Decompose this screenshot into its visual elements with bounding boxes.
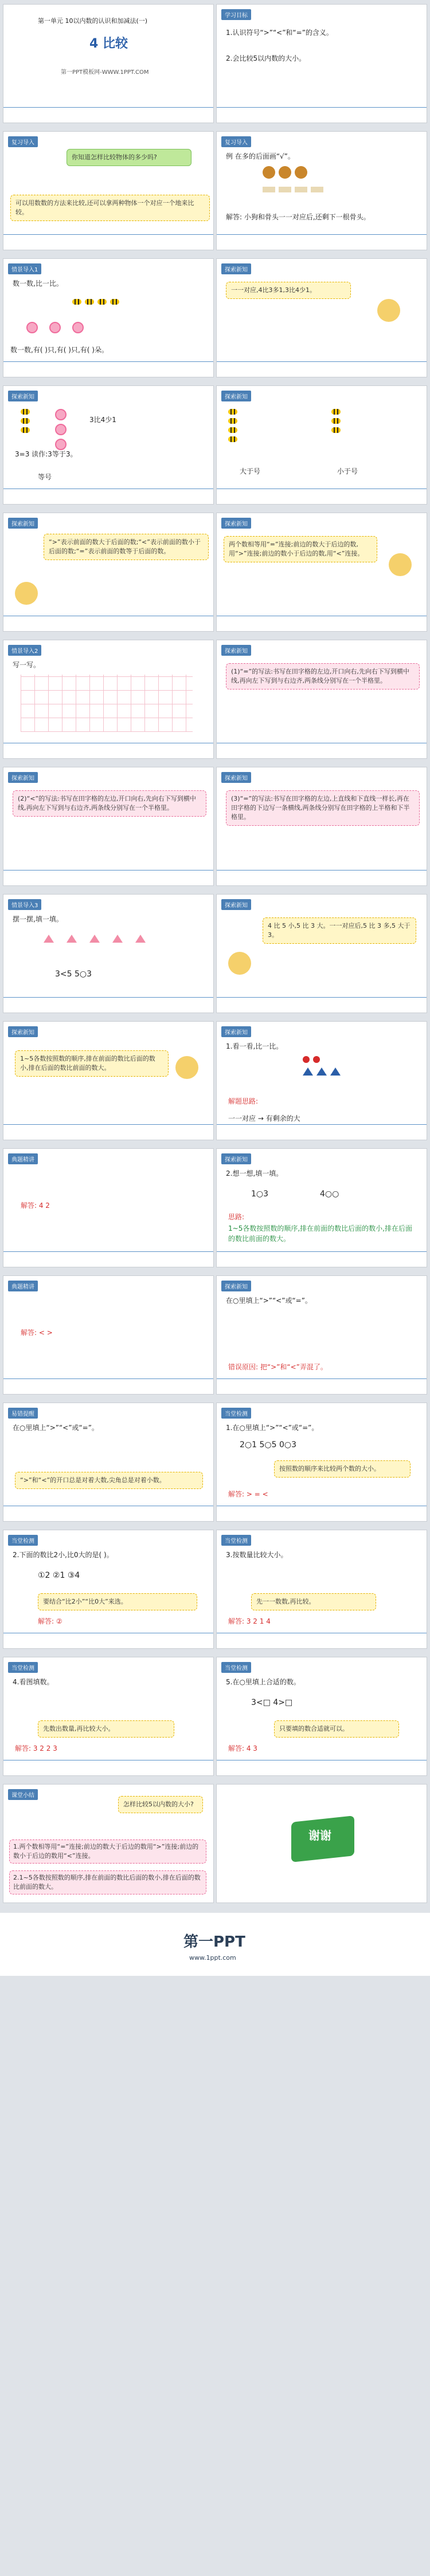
note-box: (1)“=”的写法:书写在田字格的左边,开口向右,先向右下写到横中线,再向左下写到与右边齐,两条线分别写在一个半格里。 bbox=[226, 663, 420, 690]
prompt: 数一数,比一比。 bbox=[13, 279, 63, 287]
slide-10[interactable] bbox=[217, 513, 427, 631]
question: 在○里填上“>”“<”或“=”。 bbox=[226, 1297, 312, 1305]
section-tag: 课堂小结 bbox=[8, 1789, 38, 1800]
summary-1: 1.两个数相等用“=”连接;前边的数大于后边的数用“>”连接;前边的数小于后边的数用“<”连接。 bbox=[9, 1840, 206, 1864]
slide-28[interactable] bbox=[217, 1657, 427, 1775]
exercise-row: 2○1 5○5 0○3 bbox=[240, 1440, 296, 1450]
note-box: 4 比 5 小,5 比 3 大。一一对应后,5 比 3 多,5 大于 3。 bbox=[263, 917, 416, 944]
section-tag: 情景导入2 bbox=[8, 645, 41, 656]
thanks-text: 谢谢 bbox=[308, 1829, 331, 1842]
section-tag: 探索新知 bbox=[221, 772, 251, 783]
question: 在○里填上“>”“<”或“=”。 bbox=[13, 1424, 99, 1432]
footer-area bbox=[0, 1913, 430, 1976]
section-tag: 情景导入3 bbox=[8, 899, 41, 910]
example: 例 在多的后面画“√”。 bbox=[226, 152, 295, 160]
note-box: “>”表示前面的数大于后面的数;“<”表示前面的数小于后面的数;“=”表示前面的数等于后面的数。 bbox=[44, 534, 209, 560]
dog-row bbox=[263, 166, 307, 179]
slide-1-title[interactable] bbox=[3, 5, 213, 123]
compare-a: 3比4少1 bbox=[89, 416, 116, 424]
section-tag: 探索新知 bbox=[8, 1026, 38, 1037]
question: 1.在○里填上“>”“<”或“=”。 bbox=[226, 1424, 319, 1432]
question: 4.看图填数。 bbox=[13, 1678, 54, 1686]
section-tag: 探索新知 bbox=[8, 772, 38, 783]
prompt: 摆一摆,填一填。 bbox=[13, 915, 63, 923]
teacher-icon bbox=[175, 1056, 198, 1079]
section-tag: 探索新知 bbox=[221, 263, 251, 274]
section-tag: 典题精讲 bbox=[8, 1281, 38, 1291]
answer: 解答: 4 2 bbox=[21, 1202, 50, 1210]
writing-grid bbox=[21, 675, 193, 732]
summary-2: 2.1~5各数按照数的顺序,排在前面的数比后面的数小,排在后面的数比前面的数大。 bbox=[9, 1870, 206, 1894]
section-tag: 探索新知 bbox=[221, 645, 251, 656]
note-box: (2)“<”的写法:书写在田字格的左边,开口向右,先向右下写到横中线,再向左下写到与右边齐,两条线分别写在一个半格里。 bbox=[13, 790, 206, 817]
slide-27[interactable] bbox=[3, 1657, 213, 1775]
section-tag: 探索新知 bbox=[221, 1153, 251, 1164]
section-tag: 探索新知 bbox=[8, 518, 38, 529]
slide-12[interactable] bbox=[217, 640, 427, 758]
question: 1.看一看,比一比。 bbox=[226, 1042, 283, 1050]
slide-9[interactable] bbox=[3, 513, 213, 631]
answer: 解答: > = < bbox=[228, 1490, 268, 1498]
triangle-row bbox=[44, 935, 146, 943]
wrong-reason: 错误原因: 把“>”和“<”弄混了。 bbox=[228, 1363, 327, 1371]
direction: 一一对应 → 有剩余的大 bbox=[228, 1114, 300, 1122]
answer-box: 可以用数数的方法来比较,还可以拿两种物体一个对应一个地来比较。 bbox=[10, 195, 210, 221]
lesson-title: 4 比较 bbox=[89, 37, 128, 51]
item-a: 1○3 bbox=[251, 1189, 269, 1199]
slide-5[interactable] bbox=[3, 259, 213, 377]
slide-23[interactable] bbox=[3, 1403, 213, 1521]
section-tag: 探索新知 bbox=[8, 391, 38, 401]
gt-label: 大于号 bbox=[240, 467, 261, 475]
goal-1: 1.认识符号“>”“<”和“=”的含义。 bbox=[226, 29, 333, 37]
slide-19[interactable] bbox=[3, 1149, 213, 1267]
question: 2.想一想,填一填。 bbox=[226, 1169, 283, 1177]
count-line: 数一数,有( )只,有( )只,有( )朵。 bbox=[10, 346, 108, 354]
section-tag: 复习导入 bbox=[221, 136, 251, 147]
answer: 解答: 4 3 bbox=[228, 1744, 257, 1752]
slide-6[interactable] bbox=[217, 259, 427, 377]
slide-7[interactable] bbox=[3, 386, 213, 504]
slide-3[interactable] bbox=[3, 132, 213, 250]
section-tag: 探索新知 bbox=[221, 518, 251, 529]
note-box: 一一对应,4比3多1,3比4少1。 bbox=[226, 282, 351, 299]
tip-box: “>”和“<”的开口总是对着大数,尖角总是对着小数。 bbox=[15, 1472, 203, 1489]
slide-4[interactable] bbox=[217, 132, 427, 250]
answer: 解答: < > bbox=[21, 1329, 53, 1337]
slide-18[interactable] bbox=[217, 1022, 427, 1140]
prompt: 写一写。 bbox=[13, 661, 41, 669]
slide-24[interactable] bbox=[217, 1403, 427, 1521]
footer-logo: 第一PPT bbox=[183, 1933, 245, 1951]
tips-text: 1~5各数按照数的顺序,排在前面的数比后面的数小,排在后面的数比前面的数大。 bbox=[228, 1224, 412, 1243]
slide-17[interactable] bbox=[3, 1022, 213, 1140]
section-tag: 易错提醒 bbox=[8, 1408, 38, 1419]
answer: 解答: 3 2 1 4 bbox=[228, 1617, 271, 1625]
question: 2.下面的数比2小,比0大的是( )。 bbox=[13, 1551, 114, 1559]
question: 5.在○里填上合适的数。 bbox=[226, 1678, 300, 1686]
slide-13[interactable] bbox=[3, 767, 213, 885]
slide-22[interactable] bbox=[217, 1276, 427, 1394]
brand-text: 第一PPT模板网-WWW.1PPT.COM bbox=[61, 69, 149, 76]
page-background bbox=[0, 1976, 430, 2576]
note-box: (3)“=”的写法:书写在田字格的左边,上直线和下直线一样长,再在田字格的下边写一条横线,两条线分别写在田字格的上半格和下半格里。 bbox=[226, 790, 420, 826]
note-box: 1~5各数按照数的顺序,排在前面的数比后面的数小,排在后面的数比前面的数大。 bbox=[15, 1050, 169, 1077]
section-tag: 情景导入1 bbox=[8, 263, 41, 274]
note-box: 两个数相等用“=”连接;前边的数大于后边的数,用“>”连接;前边的数小于后边的数,用“<”连接。 bbox=[224, 536, 377, 562]
bee-column bbox=[21, 409, 30, 433]
section-tag: 探索新知 bbox=[221, 899, 251, 910]
hint-box: 先数出数量,再比较大小。 bbox=[38, 1720, 174, 1738]
equal-label: 等号 bbox=[38, 473, 52, 481]
question-bubble: 你知道怎样比较物体的多少吗? bbox=[67, 149, 191, 166]
section-tag: 探索新知 bbox=[221, 1026, 251, 1037]
section-tag: 学习目标 bbox=[221, 9, 251, 20]
section-tag: 当堂检测 bbox=[8, 1535, 38, 1546]
subtitle: 第一单元 10以内数的认识和加减法(一) bbox=[38, 17, 148, 25]
slide-8[interactable] bbox=[217, 386, 427, 504]
circle-row bbox=[303, 1056, 320, 1063]
item-b: 4○○ bbox=[320, 1189, 339, 1199]
hint-bubble: 要结合“比2小”“比0大”来选。 bbox=[38, 1593, 197, 1610]
answer: 解答: ② bbox=[38, 1617, 62, 1625]
section-tag: 当堂检测 bbox=[221, 1662, 251, 1673]
hint-box: 只要填的数合适就可以。 bbox=[274, 1720, 399, 1738]
footer-url: www.1ppt.com bbox=[189, 1954, 236, 1961]
tips-label: 思路: bbox=[228, 1213, 245, 1221]
section-tag: 复习导入 bbox=[8, 136, 38, 147]
hint-box: 先一一数数,再比较。 bbox=[251, 1593, 376, 1610]
equality: 3=3 读作:3等于3。 bbox=[15, 450, 77, 458]
section-tag: 当堂检测 bbox=[221, 1535, 251, 1546]
section-tag: 探索新知 bbox=[221, 1281, 251, 1291]
lt-label: 小于号 bbox=[337, 467, 358, 475]
child-icon bbox=[377, 299, 400, 322]
slide-14[interactable] bbox=[217, 767, 427, 885]
girl-icon bbox=[228, 952, 251, 975]
options: ①2 ②1 ③4 bbox=[38, 1571, 80, 1580]
bee-column bbox=[228, 409, 237, 442]
bee-column-2 bbox=[331, 409, 341, 433]
answer: 解答: 小狗和骨头一一对应后,还剩下一根骨头。 bbox=[226, 213, 370, 221]
hint-box: 按照数的顺序来比较两个数的大小。 bbox=[274, 1460, 411, 1478]
question-bubble: 怎样比较5以内数的大小? bbox=[118, 1796, 203, 1813]
slide-30[interactable] bbox=[217, 1785, 427, 1903]
slide-25[interactable] bbox=[3, 1530, 213, 1648]
bone-row bbox=[263, 187, 323, 192]
expression: 3<5 5○3 bbox=[55, 970, 92, 979]
section-tag: 典题精讲 bbox=[8, 1153, 38, 1164]
slide-21[interactable] bbox=[3, 1276, 213, 1394]
teacher-icon bbox=[389, 553, 412, 576]
slide-20[interactable] bbox=[217, 1149, 427, 1267]
section-tag: 探索新知 bbox=[221, 391, 251, 401]
slide-2-goals[interactable] bbox=[217, 5, 427, 123]
slide-11[interactable] bbox=[3, 640, 213, 758]
slide-29[interactable] bbox=[3, 1785, 213, 1903]
exercise-row: 3<□ 4>□ bbox=[251, 1698, 293, 1707]
answer: 解答: 3 2 2 3 bbox=[15, 1744, 57, 1752]
question: 3.按数量比较大小。 bbox=[226, 1551, 288, 1559]
triangle-row bbox=[303, 1068, 341, 1076]
slide-26[interactable] bbox=[217, 1530, 427, 1648]
girl-icon bbox=[15, 582, 38, 605]
slide-16[interactable] bbox=[217, 895, 427, 1013]
flowers bbox=[26, 322, 84, 333]
section-tag: 当堂检测 bbox=[221, 1408, 251, 1419]
answer-label: 解题思路: bbox=[228, 1097, 259, 1105]
slide-15[interactable] bbox=[3, 895, 213, 1013]
goal-2: 2.会比较5以内数的大小。 bbox=[226, 54, 306, 62]
flower-column bbox=[55, 409, 67, 450]
section-tag: 当堂检测 bbox=[8, 1662, 38, 1673]
bees bbox=[72, 299, 119, 305]
